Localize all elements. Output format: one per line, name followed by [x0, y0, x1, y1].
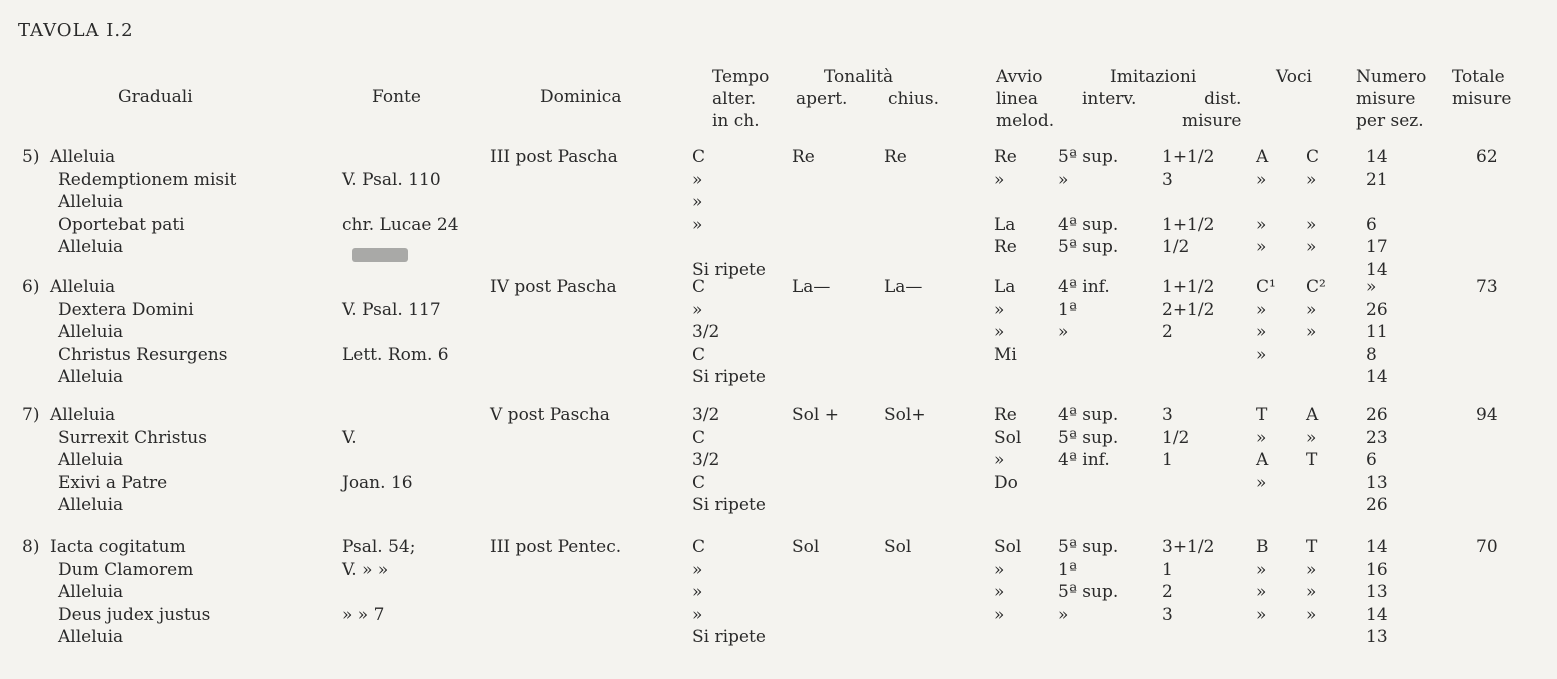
interv-cell: 4ª inf.	[1058, 277, 1110, 297]
graduale-cell: Dum Clamorem	[58, 559, 194, 580]
voce2-cell: »	[1306, 427, 1317, 448]
fonte-cell: V. » »	[342, 559, 389, 580]
numero-cell: 14	[1366, 604, 1388, 625]
numero-cell: 8	[1366, 344, 1377, 365]
avvio-cell: »	[994, 322, 1005, 343]
interv-cell: »	[1058, 169, 1069, 190]
dist-cell: 1/2	[1162, 237, 1190, 258]
dist-cell: 3+1/2	[1162, 537, 1215, 557]
graduale-cell: Oportebat pati	[58, 214, 185, 235]
dist-cell: 2	[1162, 322, 1173, 343]
graduale-cell: Dextera Domini	[58, 299, 194, 320]
header-totale: Totale misure	[1452, 67, 1512, 109]
graduale-cell: Alleluia	[58, 192, 124, 213]
tempo-cell: 3/2	[692, 450, 720, 471]
fonte-cell: chr. Lucae 24	[342, 214, 459, 235]
tempo-cell: Si ripete	[692, 495, 766, 516]
tempo-cell: Si ripete	[692, 260, 766, 280]
tonalita-apert-cell: Sol +	[792, 405, 839, 425]
tempo-cell: C	[692, 344, 706, 365]
numero-cell: 26	[1366, 495, 1388, 516]
interv-cell: 1ª	[1058, 559, 1077, 580]
numero-cell: 13	[1366, 627, 1388, 648]
header-imitazioni: Imitazioni	[1110, 67, 1197, 87]
numero-cell: 16	[1366, 559, 1388, 580]
numero-cell: 23	[1366, 427, 1388, 448]
graduale-cell: Alleluia	[50, 405, 116, 425]
header-interv: interv.	[1082, 89, 1137, 109]
tempo-cell: »	[692, 604, 703, 625]
dist-cell: 1	[1162, 559, 1173, 580]
avvio-cell: »	[994, 450, 1005, 471]
tempo-cell: »	[692, 169, 703, 190]
numero-cell: 26	[1366, 299, 1388, 320]
header-voci: Voci	[1276, 67, 1312, 87]
interv-cell: 5ª sup.	[1058, 147, 1119, 167]
tonalita-chius-cell: Sol	[884, 537, 912, 557]
numero-cell: 13	[1366, 582, 1388, 603]
voce2-cell: T	[1306, 450, 1318, 471]
tempo-cell: 3/2	[692, 405, 720, 425]
avvio-cell: Re	[994, 147, 1017, 167]
tempo-cell: »	[692, 192, 703, 213]
totale-cell: 70	[1476, 537, 1498, 557]
graduale-cell: Exivi a Patre	[58, 472, 168, 493]
dist-cell: 1	[1162, 450, 1173, 471]
numero-cell: 11	[1366, 322, 1388, 343]
graduale-cell: Alleluia	[50, 277, 116, 297]
dist-cell: 1+1/2	[1162, 147, 1215, 167]
tempo-cell: »	[692, 299, 703, 320]
graduale-cell: Redemptionem misit	[58, 169, 237, 190]
numero-cell: 14	[1366, 260, 1388, 280]
tonalita-apert-cell: La—	[792, 277, 831, 297]
tonalita-apert-cell: Re	[792, 147, 815, 167]
numero-cell: 14	[1366, 367, 1388, 388]
tonalita-chius-cell: Sol+	[884, 405, 926, 425]
voce1-cell: »	[1256, 582, 1267, 603]
graduale-cell: Alleluia	[58, 367, 124, 388]
voce1-cell: A	[1256, 147, 1269, 167]
voce2-cell: »	[1306, 559, 1317, 580]
numero-cell: 13	[1366, 472, 1388, 493]
graduale-cell: Alleluia	[58, 322, 124, 343]
graduale-cell: Alleluia	[50, 147, 116, 167]
graduale-cell: Iacta cogitatum	[50, 537, 186, 557]
fonte-cell: V.	[342, 427, 357, 448]
numero-cell: 6	[1366, 214, 1377, 235]
voce1-cell: »	[1256, 427, 1267, 448]
voce2-cell: »	[1306, 214, 1317, 235]
tempo-cell: C	[692, 427, 706, 448]
dominica-cell: V post Pascha	[490, 405, 610, 425]
tonalita-chius-cell: Re	[884, 147, 907, 167]
dominica-cell: III post Pentec.	[490, 537, 622, 557]
interv-cell: »	[1058, 604, 1069, 625]
voce2-cell: C²	[1306, 277, 1326, 297]
voce1-cell: T	[1256, 405, 1268, 425]
header-tonalita: Tonalità	[824, 67, 894, 87]
header-fonte: Fonte	[372, 87, 421, 107]
voce2-cell: T	[1306, 537, 1318, 557]
voce1-cell: B	[1256, 537, 1269, 557]
numero-cell: »	[1366, 277, 1377, 297]
avvio-cell: La	[994, 214, 1016, 235]
tempo-cell: 3/2	[692, 322, 720, 343]
header-chius: chius.	[888, 89, 939, 109]
fonte-cell: » » 7	[342, 604, 385, 625]
numero-cell: 17	[1366, 237, 1388, 258]
graduale-cell: Christus Resurgens	[58, 344, 228, 365]
header-dist: dist. misure	[1182, 89, 1242, 131]
totale-cell: 73	[1476, 277, 1498, 297]
avvio-cell: »	[994, 604, 1005, 625]
section-number: 6)	[22, 277, 40, 297]
dist-cell: 3	[1162, 604, 1173, 625]
numero-cell: 14	[1366, 147, 1388, 167]
avvio-cell: Sol	[994, 427, 1022, 448]
voce2-cell: »	[1306, 604, 1317, 625]
dist-cell: 1+1/2	[1162, 277, 1215, 297]
header-tempo: Tempo	[712, 67, 770, 87]
tempo-cell: Si ripete	[692, 627, 766, 648]
voce1-cell: »	[1256, 322, 1267, 343]
interv-cell: 5ª sup.	[1058, 537, 1119, 557]
header-graduali: Graduali	[118, 87, 193, 107]
dist-cell: 3	[1162, 169, 1173, 190]
tempo-cell: »	[692, 559, 703, 580]
tonalita-chius-cell: La—	[884, 277, 923, 297]
graduale-cell: Alleluia	[58, 627, 124, 648]
voce1-cell: C¹	[1256, 277, 1276, 297]
voce1-cell: »	[1256, 472, 1267, 493]
totale-cell: 62	[1476, 147, 1498, 167]
voce1-cell: »	[1256, 237, 1267, 258]
voce2-cell: »	[1306, 169, 1317, 190]
graduale-cell: Surrexit Christus	[58, 427, 207, 448]
voce1-cell: »	[1256, 604, 1267, 625]
avvio-cell: Re	[994, 237, 1017, 258]
graduale-cell: Alleluia	[58, 450, 124, 471]
graduale-cell: Alleluia	[58, 237, 124, 258]
dominica-cell: III post Pascha	[490, 147, 618, 167]
numero-cell: 21	[1366, 169, 1388, 190]
interv-cell: 4ª inf.	[1058, 450, 1110, 471]
graduale-cell: Deus judex justus	[58, 604, 211, 625]
interv-cell: 4ª sup.	[1058, 405, 1119, 425]
fonte-cell: Joan. 16	[342, 472, 413, 493]
fonte-cell: V. Psal. 117	[342, 299, 441, 320]
tonalita-apert-cell: Sol	[792, 537, 820, 557]
interv-cell: 5ª sup.	[1058, 237, 1119, 258]
dominica-cell: IV post Pascha	[490, 277, 617, 297]
avvio-cell: Sol	[994, 537, 1022, 557]
voce2-cell: A	[1306, 405, 1319, 425]
dist-cell: 1/2	[1162, 427, 1190, 448]
interv-cell: 5ª sup.	[1058, 582, 1119, 603]
voce1-cell: »	[1256, 214, 1267, 235]
interv-cell: 4ª sup.	[1058, 214, 1119, 235]
tempo-cell: C	[692, 472, 706, 493]
voce2-cell: »	[1306, 299, 1317, 320]
totale-cell: 94	[1476, 405, 1498, 425]
tempo-cell: Si ripete	[692, 367, 766, 388]
numero-cell: 6	[1366, 450, 1377, 471]
section-number: 8)	[22, 537, 40, 557]
avvio-cell: Mi	[994, 344, 1017, 365]
table-title: TAVOLA I.2	[18, 20, 134, 41]
tempo-cell: C	[692, 147, 706, 167]
numero-cell: 26	[1366, 405, 1388, 425]
voce2-cell: »	[1306, 582, 1317, 603]
ink-smudge	[352, 243, 408, 265]
avvio-cell: Do	[994, 472, 1018, 493]
fonte-cell: Lett. Rom. 6	[342, 344, 449, 365]
avvio-cell: »	[994, 582, 1005, 603]
voce1-cell: »	[1256, 344, 1267, 365]
interv-cell: »	[1058, 322, 1069, 343]
numero-cell: 14	[1366, 537, 1388, 557]
interv-cell: 5ª sup.	[1058, 427, 1119, 448]
voce2-cell: »	[1306, 237, 1317, 258]
avvio-cell: »	[994, 559, 1005, 580]
avvio-cell: »	[994, 299, 1005, 320]
avvio-cell: Re	[994, 405, 1017, 425]
avvio-cell: La	[994, 277, 1016, 297]
voce1-cell: A	[1256, 450, 1269, 471]
fonte-cell: Psal. 54;	[342, 537, 416, 557]
voce1-cell: »	[1256, 299, 1267, 320]
tempo-cell: »	[692, 582, 703, 603]
dist-cell: 1+1/2	[1162, 214, 1215, 235]
header-apert: apert.	[796, 89, 848, 109]
dist-cell: 2	[1162, 582, 1173, 603]
voce2-cell: C	[1306, 147, 1320, 167]
voce1-cell: »	[1256, 559, 1267, 580]
dist-cell: 2+1/2	[1162, 299, 1215, 320]
interv-cell: 1ª	[1058, 299, 1077, 320]
avvio-cell: »	[994, 169, 1005, 190]
tempo-cell: C	[692, 537, 706, 557]
section-number: 5)	[22, 147, 40, 167]
dist-cell: 3	[1162, 405, 1173, 425]
tempo-cell: C	[692, 277, 706, 297]
header-avvio: Avvio linea melod.	[996, 67, 1055, 131]
header-numero: Numero misure per sez.	[1356, 67, 1427, 131]
tempo-cell: »	[692, 214, 703, 235]
graduale-cell: Alleluia	[58, 582, 124, 603]
graduale-cell: Alleluia	[58, 495, 124, 516]
header-tempo-sub: alter. in ch.	[712, 89, 760, 131]
fonte-cell: V. Psal. 110	[342, 169, 441, 190]
section-number: 7)	[22, 405, 40, 425]
voce2-cell: »	[1306, 322, 1317, 343]
voce1-cell: »	[1256, 169, 1267, 190]
header-dominica: Dominica	[540, 87, 622, 107]
